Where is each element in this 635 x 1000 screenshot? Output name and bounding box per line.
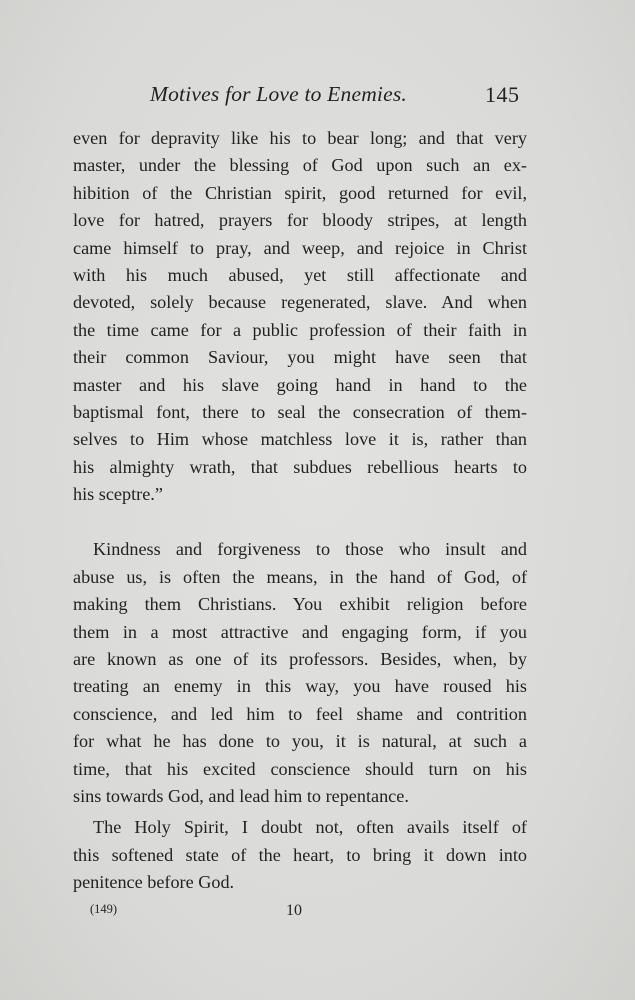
text-line: master and his slave going hand in hand to the [73,374,527,395]
text-line: love for hatred, prayers for bloody stripes, at length [73,210,527,231]
signature-mark: (149) [90,902,118,916]
text-line: master, under the blessing of God upon such an ex- [73,155,527,176]
text-line: treating an enemy in this way, you have roused his [73,676,527,697]
text-line: time, that his excited conscience should turn on his [73,758,527,779]
text-line: with his much abused, yet still affectionate and [73,264,527,285]
paragraph [73,814,527,896]
text-line: abuse us, is often the means, in the hand of God, of [73,566,527,587]
text-line: sins towards God, and lead him to repentance. [73,785,409,806]
body-text [73,125,527,897]
text-line: are known as one of its professors. Besides, when, by [73,649,527,670]
text-line: baptismal font, there to seal the consecration of them- [73,401,527,422]
text-line: his sceptre.” [73,484,163,505]
folio-number: 10 [286,902,302,919]
text-line: devoted, solely because regenerated, slave. And when [73,292,527,313]
running-title: Motives for Love to Enemies. [150,82,407,106]
paragraph-gap [73,508,527,536]
text-line: hibition of the Christian spirit, good returned for evil, [73,182,527,203]
running-header [0,82,635,116]
text-line: them in a most attractive and engaging form, if you [73,621,527,642]
text-line: for what he has done to you, it is natural, at such a [73,731,527,752]
text-line: even for depravity like his to bear long; and that very [73,128,527,148]
text-line: conscience, and led him to feel shame and contrition [73,703,527,724]
paragraph [73,536,527,810]
text-line: his almighty wrath, that subdues rebellious hearts to [73,456,527,477]
text-line: penitence before God. [73,872,235,893]
text-line: making them Christians. You exhibit religion before [73,594,527,615]
page-number: 145 [485,82,520,107]
text-line: The Holy Spirit, I doubt not, often avails itself of [93,817,527,838]
text-line: their common Saviour, you might have seen that [73,347,527,368]
paragraph [73,125,527,508]
text-line: the time came for a public profession of their faith in [73,319,527,340]
text-line: selves to Him whose matchless love it is, rather than [73,429,527,450]
text-line: came himself to pray, and weep, and rejoice in Christ [73,237,527,258]
text-line: Kindness and forgiveness to those who insult and [93,539,527,560]
text-line: this softened state of the heart, to bring it down into [73,844,527,865]
